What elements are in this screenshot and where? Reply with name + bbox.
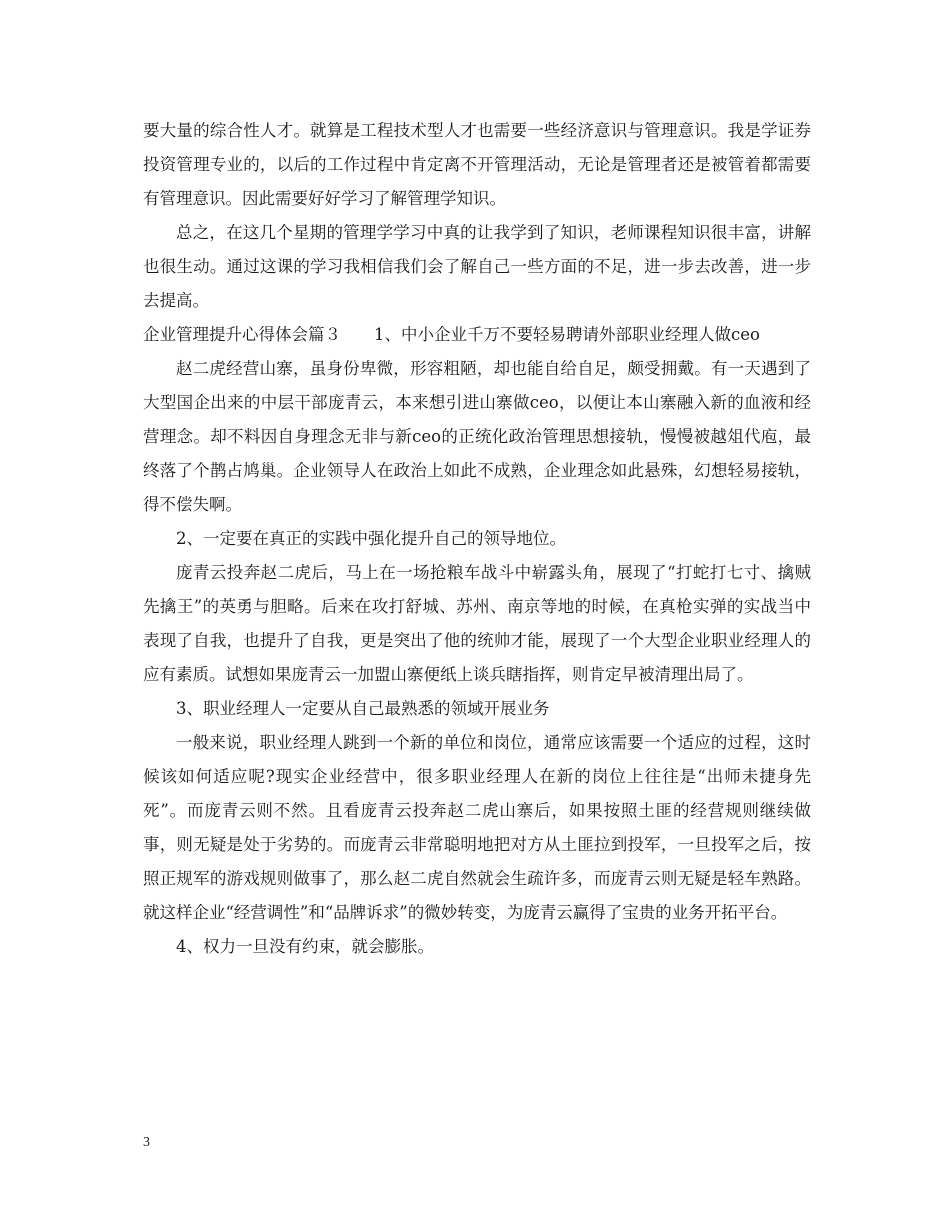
document-body [143,114,811,964]
paragraph-body: 一般来说，职业经理人跳到一个新的单位和岗位，通常应该需要一个适应的过程，这时候该如何适应呢?现实企业经营中，很多职业经理人在新的岗位上往往是“出师未捷身先死”。而庞青云则不然。且看庞青云投奔赵二虎山寨后，如果按照土匪的经营规则继续做事，则无疑是处于劣势的。而庞青云非常聪明地把对方从土匪拉到投军，一旦投军之后，按照正规军的游戏规则做事了，那么赵二虎自然就会生疏许多，而庞青云则无疑是轻车熟路。就这样企业“经营调性”和“品牌诉求”的微妙转变，为庞青云赢得了宝贵的业务开拓平台。 [143,733,811,922]
point-heading: 2、一定要在真正的实践中强化提升自己的领导地位。 [176,529,566,548]
paragraph-body: 庞青云投奔赵二虎后，马上在一场抢粮车战斗中崭露头角，展现了“打蛇打七寸、擒贼先擒王”的英勇与胆略。后来在攻打舒城、苏州、南京等地的时候，在真枪实弹的实战当中表现了自我，也提升了自我，更是突出了他的统帅才能，展现了一个大型企业职业经理人的应有素质。试想如果庞青云一加盟山寨便纸上谈兵瞎指挥，则肯定早被清理出局了。 [143,563,811,684]
page-number: 3 [143,1135,150,1150]
paragraph-body: 赵二虎经营山寨，虽身份卑微，形容粗陋，却也能自给自足，颇受拥戴。有一天遇到了大型国企出来的中层干部庞青云，本来想引进山寨做ceo，以便让本山寨融入新的血液和经营理念。却不料因自身理念无非与新ceo的正统化政治管理思想接轨，慢慢被越俎代庖，最终落了个鹊占鸠巢。企业领导人在政治上如此不成熟，企业理念如此悬殊，幻想轻易接轨，得不偿失啊。 [143,359,811,514]
paragraph-continued: 要大量的综合性人才。就算是工程技术型人才也需要一些经济意识与管理意识。我是学证券投资管理专业的，以后的工作过程中肯定离不开管理活动，无论是管理者还是被管着都需要有管理意识。因此需要好好学习了解管理学知识。 [143,121,811,208]
point-heading: 3、职业经理人一定要从自己最熟悉的领域开展业务 [176,699,550,718]
section-heading: 企业管理提升心得体会篇３ 1、中小企业千万不要轻易聘请外部职业经理人做ceo [143,325,760,344]
point-heading: 4、权力一旦没有约束，就会膨胀。 [176,937,434,956]
paragraph-summary: 总之，在这几个星期的管理学学习中真的让我学到了知识，老师课程知识很丰富，讲解也很生动。通过这课的学习我相信我们会了解自己一些方面的不足，进一步去改善，进一步去提高。 [143,223,811,310]
